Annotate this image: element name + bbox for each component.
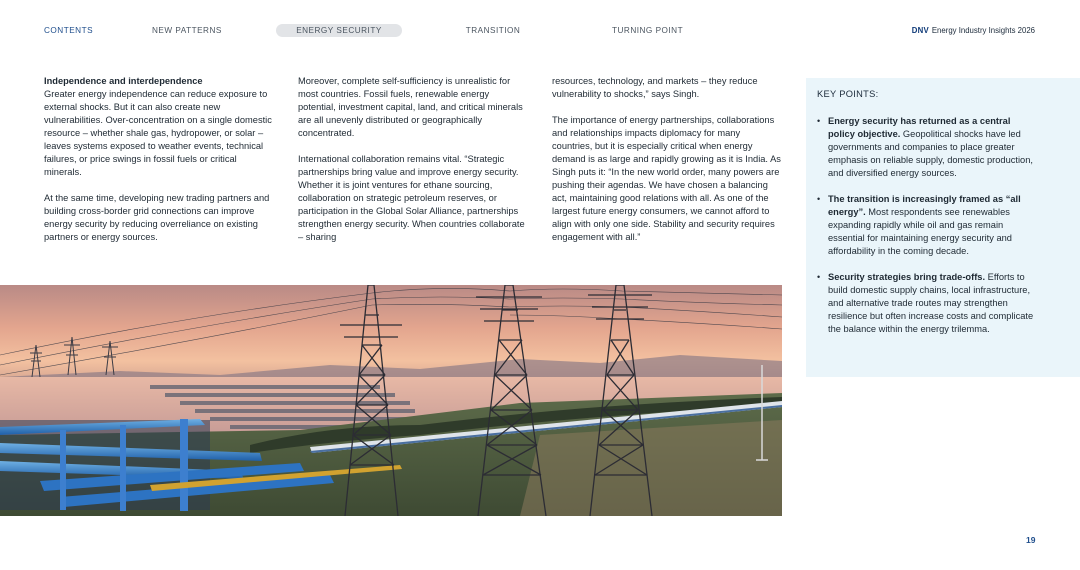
key-points-box: [806, 78, 1080, 377]
text-column-3: [552, 75, 782, 244]
bullet-icon: •: [817, 194, 821, 204]
paragraph: Moreover, complete self-sufficiency is unrealistic for most countries. Fossil fuels, renewable energy potential, investment capital, land, and critical minerals are all unevenly distributed or geographically concentrated.: [298, 76, 523, 138]
list-item: [817, 115, 1037, 180]
nav-item-contents[interactable]: CONTENTS: [44, 26, 94, 35]
dnv-logo: DNV: [911, 26, 929, 35]
key-points-list: [817, 115, 1037, 349]
top-navigation: [0, 0, 1080, 60]
paragraph: [44, 75, 274, 179]
nav-item-turning-point[interactable]: TURNING POINT: [612, 26, 684, 35]
energy-infrastructure-photo: [0, 285, 782, 516]
paragraph: resources, technology, and markets – they reduce vulnerability to shocks,” says Singh.: [552, 76, 758, 99]
key-point-text: Geopolitical shocks have led governments and companies to place greater emphasis on reliable supply, domestic production, and diversified energy sources.: [828, 129, 1033, 178]
bullet-icon: •: [817, 272, 821, 282]
text-column-2: [298, 75, 528, 244]
page-number: 19: [1026, 535, 1036, 545]
text-column-1: [44, 75, 274, 244]
list-item: [817, 271, 1037, 336]
paragraph: At the same time, developing new trading partners and building cross-border grid connections can improve energy security by reducing overreliance on existing partners or energy sources.: [44, 193, 270, 242]
report-title: Energy Industry Insights 2026: [931, 26, 1035, 35]
paragraph: International collaboration remains vital. “Strategic partnerships bring value and improve energy security. Whether it is joint ventures for ethane sourcing, collaboration on strategic petroleum reserves, or participation in the Global Solar Alliance, partnerships strengthen energy security. When countries collaborate – sharing: [298, 154, 525, 242]
photo-illustration: [0, 285, 782, 516]
key-point-text: Most respondents see renewables expanding rapidly while oil and gas remain essential for maintaining energy security and affordability in the coming decade.: [828, 207, 1012, 256]
paragraph: The importance of energy partnerships, collaborations and relationships impacts diplomacy for many countries, but it is especially critical when energy demand is as large and rapidly growing as it is India. As Singh puts it: “In the new world order, many powers are pushing their agendas. We have chosen a balancing act, maintaining good relations with all. As one of the largest future energy consumers, we cannot afford to align with only one side. Stability and security requires engagement with all.”: [552, 115, 781, 242]
list-item: [817, 193, 1037, 258]
nav-item-energy-security[interactable]: ENERGY SECURITY: [276, 24, 402, 37]
section-heading: Independence and interdependence: [44, 76, 203, 86]
nav-item-transition[interactable]: TRANSITION: [465, 26, 521, 35]
key-points-title: KEY POINTS:: [817, 89, 879, 99]
brand-header: [912, 24, 1035, 37]
key-point-lead: The transition is increasingly framed as “all energy”.: [828, 194, 1021, 217]
key-point-lead: Security strategies bring trade-offs.: [828, 272, 986, 282]
paragraph-text: Greater energy independence can reduce exposure to external shocks. But it can also create new vulnerabilities. Over-concentration on a single domestic resource – whether shale gas, hydropower, or solar – leaves systems exposed to weather events, technical failures, or price swings in fossil fuels or critical minerals.: [44, 89, 272, 177]
nav-item-new-patterns[interactable]: NEW PATTERNS: [152, 26, 222, 35]
key-point-lead: Energy security has returned as a central policy objective.: [828, 116, 1011, 139]
key-point-text: Efforts to build domestic supply chains, local infrastructure, and alternative trade routes may strengthen resilience but often increase costs and complicate the balance within the energy trilemma.: [828, 272, 1034, 334]
bullet-icon: •: [817, 116, 821, 126]
